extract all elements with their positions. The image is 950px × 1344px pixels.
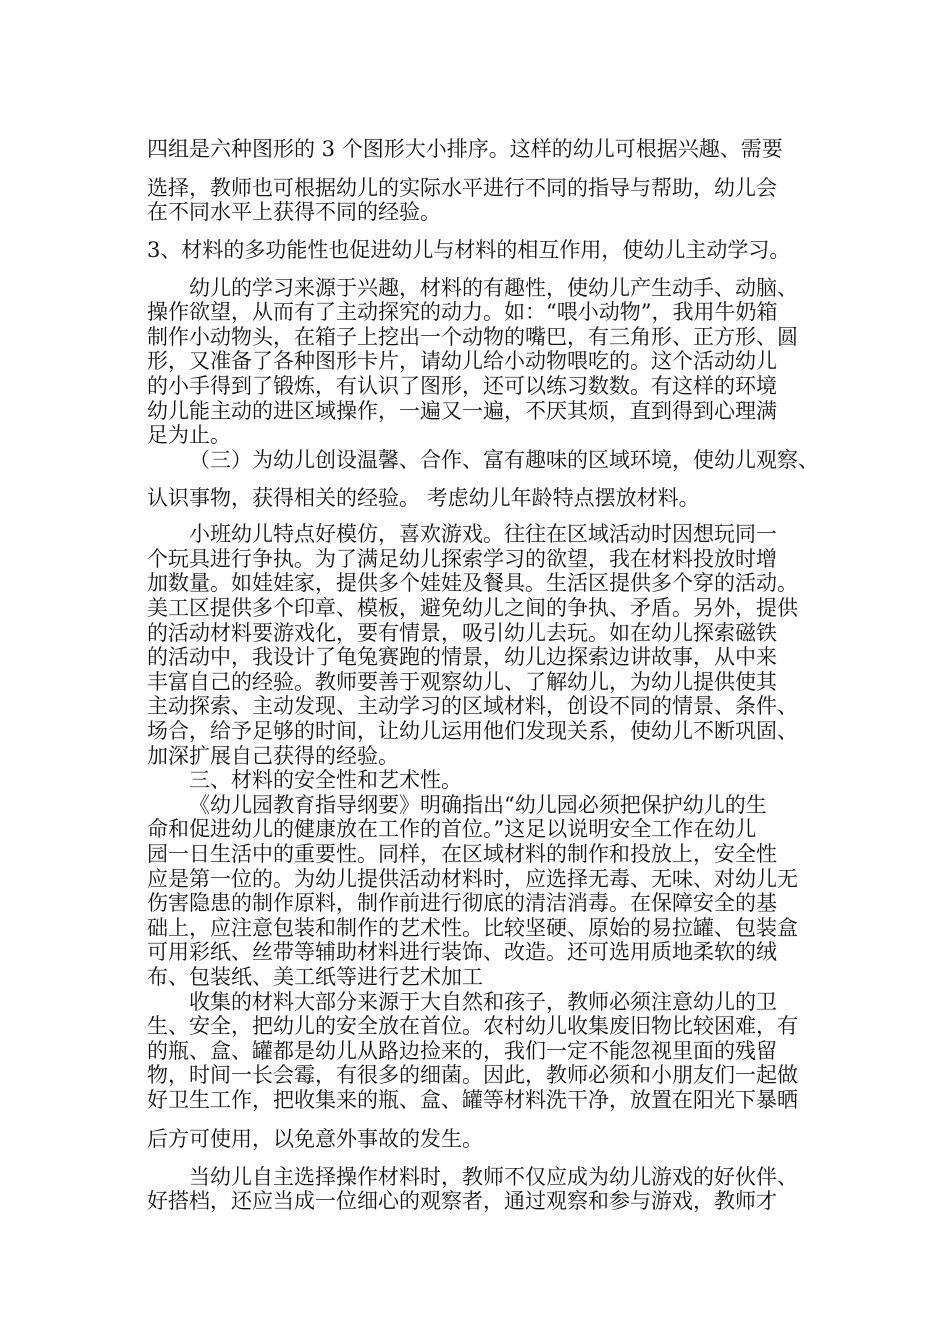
text-line: 场合，给予足够的时间，让幼儿运用他们发现关系，使幼儿不断巩固、	[147, 719, 798, 743]
text-line: 认识事物，获得相关的经验。 考虑幼儿年龄特点摆放材料。	[147, 486, 700, 510]
text-line: 小班幼儿特点好模仿，喜欢游戏。往往在区域活动时因想玩同一	[189, 522, 777, 546]
text-line: 好卫生工作，把收集来的瓶、盒、罐等材料洗干净，放置在阳光下暴晒	[147, 1088, 798, 1112]
text-line: 后方可使用，以免意外事故的发生。	[147, 1127, 483, 1151]
text-line: 础上，应注意包装和制作的艺术性。比较坚硬、原始的易拉罐、包装盒	[147, 916, 798, 940]
text-line: 可用彩纸、丝带等辅助材料进行装饰、改造。还可选用质地柔软的绒	[147, 940, 777, 964]
text-line: 生、安全，把幼儿的安全放在首位。农村幼儿收集废旧物比较困难，有	[147, 1014, 798, 1038]
text-line: 操作欲望，从而有了主动探究的动力。如：“喂小动物”，我用牛奶箱	[147, 300, 778, 324]
text-line: 伤害隐患的制作原料，制作前进行彻底的清洁消毒。在保障安全的基	[147, 891, 777, 915]
text-line: 应是第一位的。为幼儿提供活动材料时，应选择无毒、无味、对幼儿无	[147, 867, 798, 891]
text-line: 加深扩展自己获得的经验。	[147, 744, 399, 768]
text-line: 幼儿的学习来源于兴趣，材料的有趣性，使幼儿产生动手、动脑、	[189, 276, 798, 300]
text-line: 的活动材料要游戏化，要有情景，吸引幼儿去玩。如在幼儿探索磁铁	[147, 621, 777, 645]
text-line: 形，又准备了各种图形卡片，请幼儿给小动物喂吃的。这个活动幼儿	[147, 349, 777, 373]
text-line: 个玩具进行争执。为了满足幼儿探索学习的欲望，我在材料投放时增	[147, 547, 777, 571]
text-line: 的瓶、盒、罐都是幼儿从路边捡来的，我们一定不能忽视里面的残留	[147, 1039, 777, 1063]
text-line: （三）为幼儿创设温馨、合作、富有趣味的区域环境，使幼儿观察、	[189, 448, 819, 472]
text-line: 在不同水平上获得不同的经验。	[147, 200, 441, 224]
text-line: 制作小动物头，在箱子上挖出一个动物的嘴巴，有三角形、正方形、圆	[147, 325, 798, 349]
text-line: 美工区提供多个印章、模板，避免幼儿之间的争执、矛盾。另外，提供	[147, 596, 798, 620]
text-line: 当幼儿自主选择操作材料时，教师不仅应成为幼儿游戏的好伙伴、	[189, 1165, 798, 1189]
text-line: 的小手得到了锻炼，有认识了图形，还可以练习数数。有这样的环境	[147, 374, 777, 398]
text-line: 物，时间一长会霉，有很多的细菌。因此，教师必须和小朋友们一起做	[147, 1063, 798, 1087]
text-line: 四组是六种图形的 3 个图形大小排序。这样的幼儿可根据兴趣、需要	[147, 137, 783, 161]
text-line: 好搭档，还应当成一位细心的观察者，通过观察和参与游戏，教师才	[147, 1189, 777, 1213]
text-line: 选择，教师也可根据幼儿的实际水平进行不同的指导与帮助，幼儿会	[147, 176, 777, 200]
text-line: 命和促进幼儿的健康放在工作的首位。”这足以说明安全工作在幼儿	[147, 817, 757, 841]
text-line: 园一日生活中的重要性。同样，在区域材料的制作和投放上，安全性	[147, 842, 777, 866]
text-line: 的活动中，我设计了龟兔赛跑的情景，幼儿边探索边讲故事，从中来	[147, 645, 777, 669]
text-line: 丰富自己的经验。教师要善于观察幼儿、了解幼儿，为幼儿提供使其	[147, 670, 777, 694]
text-line: 《幼儿园教育指导纲要》明确指出“幼儿园必须把保护幼儿的生	[189, 793, 767, 817]
text-line: 幼儿能主动的进区域操作，一遍又一遍，不厌其烦，直到得到心理满	[147, 399, 777, 423]
text-line: 3、材料的多功能性也促进幼儿与材料的相互作用，使幼儿主动学习。	[147, 238, 791, 262]
text-line: 足为止。	[147, 423, 231, 447]
text-line: 布、包装纸、美工纸等进行艺术加工	[147, 965, 483, 989]
text-line: 加数量。如娃娃家，提供多个娃娃及餐具。生活区提供多个穿的活动。	[147, 571, 798, 595]
section-heading: 三、材料的安全性和艺术性。	[189, 768, 462, 792]
text-line: 收集的材料大部分来源于大自然和孩子，教师必须注意幼儿的卫	[189, 990, 777, 1014]
text-line: 主动探索、主动发现、主动学习的区域材料，创设不同的情景、条件、	[147, 694, 798, 718]
